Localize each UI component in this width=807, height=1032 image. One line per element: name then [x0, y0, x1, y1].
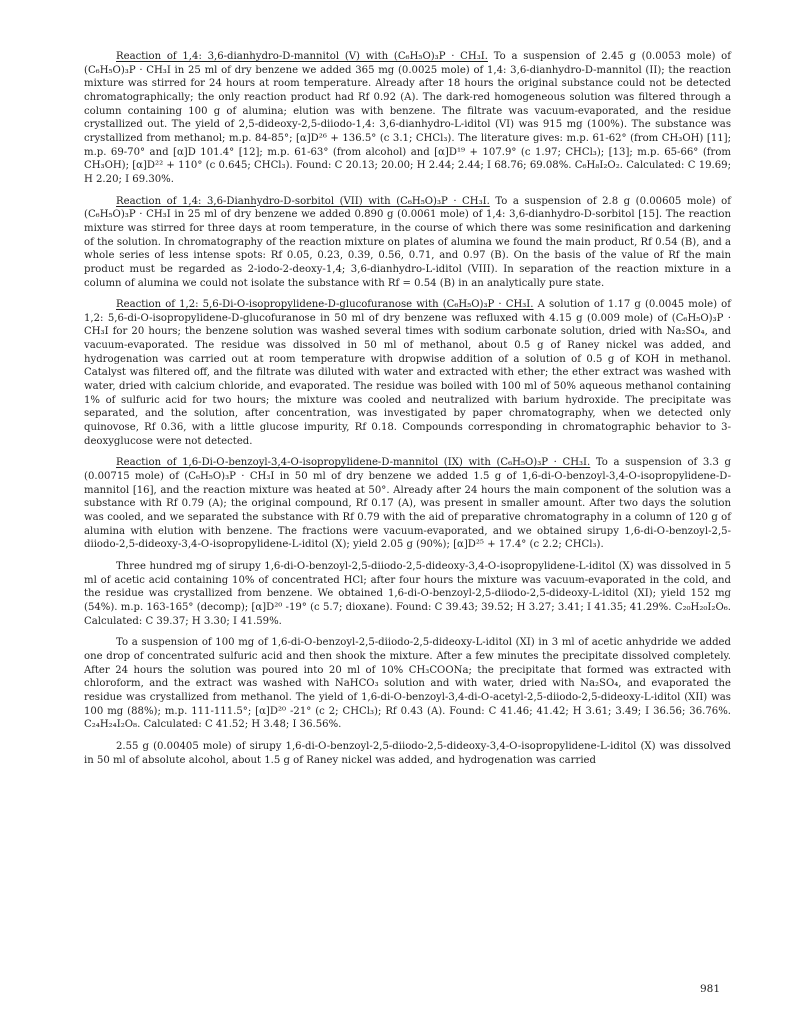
page-number: 981	[700, 983, 721, 995]
paragraph-heading: Reaction of 1,6-Di-O-benzoyl-3,4-O-isopropylidene-D-mannitol (IX) with (C₆H₅O)₃P · CH₃I.	[116, 457, 591, 469]
paragraph-text: To a suspension of 2.8 g (0.00605 mole) of (C₆H₅O)₃P · CH₃I in 25 ml of dry benzene we added 0.890 g (0.0061 mole) of 1,4: 3,6-dianhydro-D-sorbitol [15]. The reaction mixture was stirred for three days at room temperature, in the course of which there was some resinification and darkening of the solution. In chromatography of the reaction mixture on plates of alumina we found the main product, Rf 0.54 (B), and a whole series of less intense spots: Rf 0.05, 0.23, 0.39, 0.56, 0.71, and 0.97 (B). On the basis of the value of Rf the main product must be regarded as 2-iodo-2-deoxy-1,4; 3,6-dianhydro-L-iditol (VIII). In separation of the reaction mixture in a column of alumina we could not isolate the substance with Rf = 0.54 (B) in an analytically pure state.	[84, 195, 731, 289]
paragraph-heading: Reaction of 1,2: 5,6-Di-O-isopropylidene-D-glucofuranose with (C₆H₅O)₃P · CH₃I.	[116, 299, 534, 311]
paragraph-text: To a suspension of 2.45 g (0.0053 mole) of (C₆H₅O)₃P · CH₃I in 25 ml of dry benzene we added 365 mg (0.0025 mole) of 1,4: 3,6-dianhydro-D-mannitol (II); the reaction mixture was stirred for 24 hours at room temperature. Already after 18 hours the original substance could not be detected chromatographically; the only reaction product had Rf 0.92 (A). The dark-red homogeneous solution was filtered through a column containing 100 g of alumina; elution was with benzene. The filtrate was vacuum-evaporated, and the residue crystallized out. The yield of 2,5-dideoxy-2,5-diiodo-1,4: 3,6-dianhydro-L-iditol (VI) was 915 mg (100%). The substance was crystallized from methanol; m.p. 84-85°; [α]D²⁶ + 136.5° (c 3.1; CHCl₃). The literature gives: m.p. 61-62° (from CH₃OH) [11]; m.p. 69-70° and [α]D 101.4° [12]; m.p. 61-63° (from alcohol) and [α]D¹⁹ + 107.9° (c 1.97; CHCl₃); [13]; m.p. 65-66° (from CH₃OH); [α]D²² + 110° (c 0.645; CHCl₃). Found: C 20.13; 20.00; H 2.44; 2.44; I 68.76; 69.08%. C₆H₈I₂O₂. Calculated: C 19.69; H 2.20; I 69.30%.	[84, 51, 731, 185]
paragraph-hydrogenation	[84, 740, 731, 767]
paragraph-text: Three hundred mg of sirupy 1,6-di-O-benzoyl-2,5-diiodo-2,5-dideoxy-3,4-O-isopropylidene-L-iditol (X) was dissolved in 5 ml of acetic acid containing 10% of concentrated HCl; after four hours the mixture was vacuum-evaporated in the cold, and the residue was crystallized from benzene. We obtained 1,6-di-O-benzoyl-2,5-diiodo-2,5-dideoxy-L-iditol (XI); yield 152 mg (54%). m.p. 163-165° (decomp); [α]D²⁰ -19° (c 5.7; dioxane). Found: C 39.43; 39.52; H 3.27; 3.41; I 41.35; 41.29%. C₂₀H₂₀I₂O₆. Calculated: C 39.37; H 3.30; I 41.59%.	[84, 560, 731, 627]
paragraph-heading: Reaction of 1,4: 3,6-Dianhydro-D-sorbitol (VII) with (C₆H₅O)₃P · CH₃I.	[116, 195, 490, 207]
paragraph-sorbitol-reaction	[84, 195, 731, 291]
paragraph-glucofuranose-reaction	[84, 298, 731, 448]
paragraph-text: A solution of 1.17 g (0.0045 mole) of 1,2: 5,6-di-O-isopropylidene-D-glucofuranose in 50 ml of dry benzene was refluxed with 4.15 g (0.009 mole) of (C₆H₅O)₃P · CH₃I for 20 hours; the benzene solution was washed several times with sodium carbonate solution, dried with Na₂SO₄, and vacuum-evaporated. The residue was dissolved in 50 ml of methanol, about 0.5 g of Raney nickel was added, and hydrogenation was carried out at room temperature with dropwise addition of a solution of 0.5 g of KOH in methanol. Catalyst was filtered off, and the filtrate was diluted with water and extracted with ether; the ether extract was washed with water, dried with calcium chloride, and evaporated. The residue was boiled with 100 ml of 50% aqueous methanol containing 1% of sulfuric acid for two hours; the mixture was cooled and neutralized with barium hydroxide. The precipitate was separated, and the solution, after concentration, was investigated by paper chromatography, when we detected only quinovose, Rf 0.36, with a little glucose impurity, Rf 0.18. Compounds corresponding in chromatographic behavior to 3-deoxyglucose were not detected.	[84, 299, 731, 447]
paragraph-heading: Reaction of 1,4: 3,6-dianhydro-D-mannitol (V) with (C₆H₅O)₃P · CH₃I.	[116, 51, 488, 62]
paragraph-acetylation	[84, 636, 731, 732]
article-body	[84, 50, 731, 775]
paragraph-text: 2.55 g (0.00405 mole) of sirupy 1,6-di-O-benzoyl-2,5-diiodo-2,5-dideoxy-3,4-O-isopropylidene-L-iditol (X) was dissolved in 50 ml of absolute alcohol, about 1.5 g of Raney nickel was added, and hydrogenation was carried	[84, 740, 731, 766]
paragraph-benzoyl-mannitol-reaction	[84, 456, 731, 552]
paragraph-text: To a suspension of 3.3 g (0.00715 mole) of (C₆H₅O)₃P · CH₃I in 50 ml of dry benzene we added 1.5 g of 1,6-di-O-benzoyl-3,4-O-isopropylidene-D-mannitol [16], and the reaction mixture was heated at 50°. Already after 24 hours the main component of the solution was a substance with Rf 0.79 (A); the original compound, Rf 0.17 (A), was present in smaller amount. After two days the solution was cooled, and we separated the substance with Rf 0.79 with the aid of preparative chromatography in a column of 120 g of alumina with elution with benzene. The fractions were vacuum-evaporated, and we obtained sirupy 1,6-di-O-benzoyl-2,5-diiodo-2,5-dideoxy-3,4-O-isopropylidene-L-iditol (X); yield 2.05 g (90%); [α]D²⁵ + 17.4° (c 2.2; CHCl₃).	[84, 457, 731, 551]
paragraph-mannitol-reaction	[84, 50, 731, 187]
paragraph-hydrolysis	[84, 560, 731, 628]
paragraph-text: To a suspension of 100 mg of 1,6-di-O-benzoyl-2,5-diiodo-2,5-dideoxy-L-iditol (XI) in 3 ml of acetic anhydride we added one drop of concentrated sulfuric acid and then shook the mixture. After a few minutes the precipitate dissolved completely. After 24 hours the solution was poured into 20 ml of 10% CH₃COONa; the precipitate that formed was extracted with chloroform, and the extract was washed with NaHCO₃ solution and with water, dried with Na₂SO₄, and evaporated the residue was crystallized from methanol. The yield of 1,6-di-O-benzoyl-3,4-di-O-acetyl-2,5-diiodo-2,5-dideoxy-L-iditol (XII) was 100 mg (88%); m.p. 111-111.5°; [α]D²⁰ -21° (c 2; CHCl₃); Rf 0.43 (A). Found: C 41.46; 41.42; H 3.61; 3.49; I 36.56; 36.76%. C₂₄H₂₄I₂O₈. Calculated: C 41.52; H 3.48; I 36.56%.	[84, 637, 731, 731]
